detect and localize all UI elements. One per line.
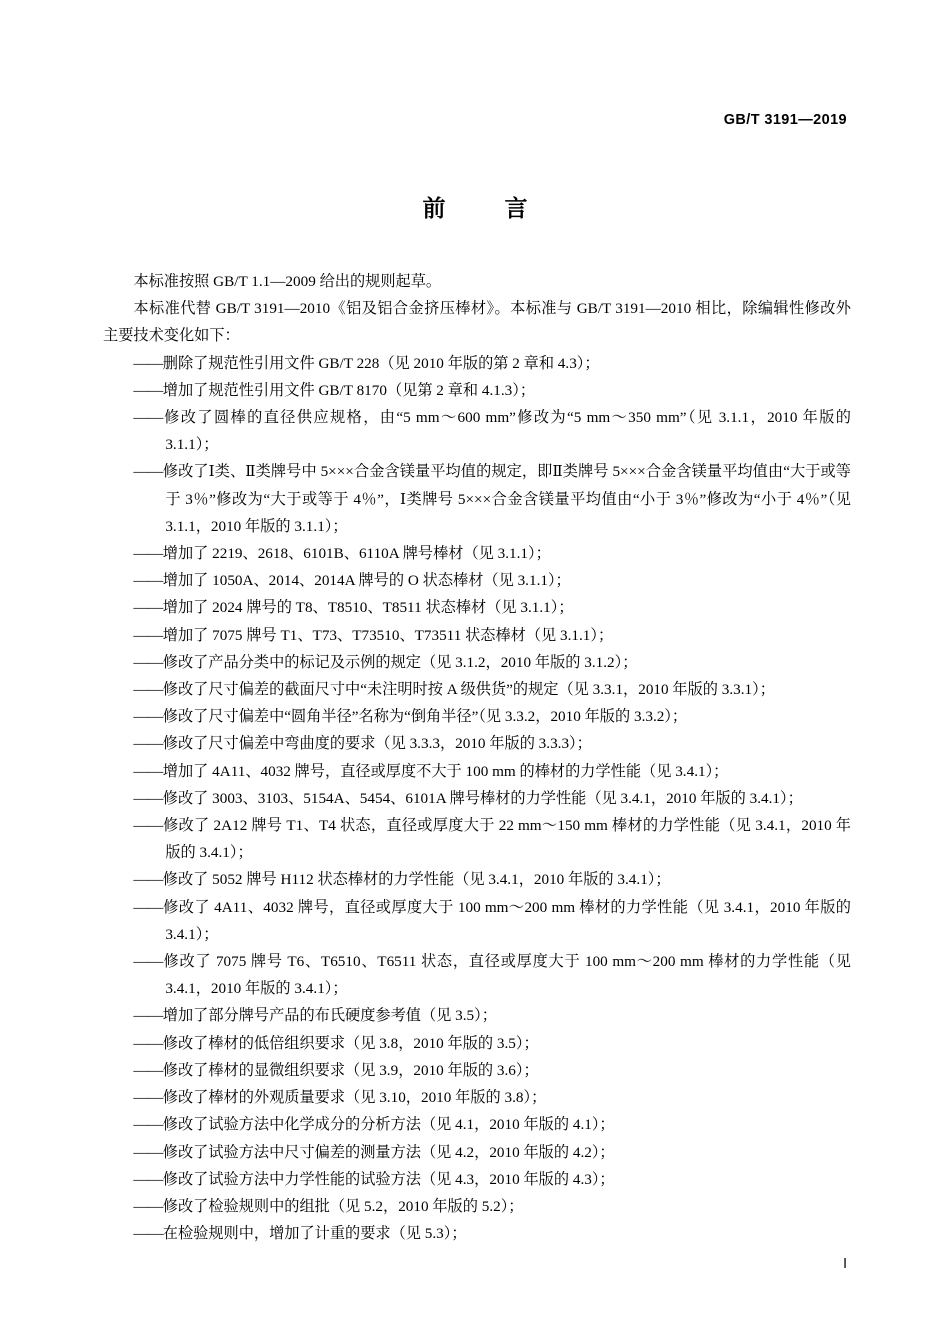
dash-marker: —— bbox=[133, 762, 163, 780]
dash-marker: —— bbox=[133, 817, 163, 835]
change-item-text: 在检验规则中，增加了计重的要求（见 5.3）； bbox=[162, 1225, 467, 1243]
change-item bbox=[103, 730, 851, 757]
change-item-text: 修改了圆棒的直径供应规格，由“5 mm～600 mm”修改为“5 mm～350 mm”（见 3.1.1，2010 年版的 3.1.1）； bbox=[162, 409, 851, 454]
change-item-text: 修改了 4A11、4032 牌号，直径或厚度大于 100 mm～200 mm 棒材的力学性能（见 3.4.1，2010 年版的 3.4.1）； bbox=[162, 898, 851, 943]
change-item bbox=[103, 1166, 851, 1193]
change-item bbox=[103, 894, 851, 948]
dash-marker: —— bbox=[133, 463, 163, 481]
change-item-text: 修改了 5052 牌号 H112 状态棒材的力学性能（见 3.4.1，2010 年版的 3.4.1）； bbox=[162, 871, 671, 889]
change-item bbox=[103, 404, 851, 458]
dash-marker: —— bbox=[133, 1170, 163, 1188]
change-item-text: 修改了试验方法中尺寸偏差的测量方法（见 4.2，2010 年版的 4.2）； bbox=[162, 1143, 615, 1161]
change-item bbox=[103, 350, 851, 377]
dash-marker: —— bbox=[133, 1007, 163, 1025]
change-item-text: 增加了部分牌号产品的布氏硬度参考值（见 3.5）； bbox=[162, 1007, 497, 1025]
dash-marker: —— bbox=[133, 572, 163, 590]
change-item bbox=[103, 377, 851, 404]
dash-marker: —— bbox=[133, 789, 163, 807]
change-item bbox=[103, 812, 851, 866]
change-item-text: 修改了产品分类中的标记及示例的规定（见 3.1.2，2010 年版的 3.1.2）； bbox=[162, 653, 638, 671]
change-item bbox=[103, 567, 851, 594]
change-item-text: 删除了规范性引用文件 GB/T 228（见 2010 年版的第 2 章和 4.3）； bbox=[162, 354, 600, 372]
dash-marker: —— bbox=[133, 354, 163, 372]
change-item bbox=[103, 1057, 851, 1084]
change-item bbox=[103, 1220, 851, 1247]
change-item bbox=[103, 1111, 851, 1138]
change-item bbox=[103, 1002, 851, 1029]
dash-marker: —— bbox=[133, 1143, 163, 1161]
change-item-text: 修改了 7075 牌号 T6、T6510、T6511 状态，直径或厚度大于 100 mm～200 mm 棒材的力学性能（见 3.4.1，2010 年版的 3.4.1）； bbox=[162, 953, 851, 998]
change-item-text: 修改了 2A12 牌号 T1、T4 状态，直径或厚度大于 22 mm～150 mm 棒材的力学性能（见 3.4.1，2010 年版的 3.4.1）； bbox=[162, 817, 851, 862]
dash-marker: —— bbox=[133, 735, 163, 753]
dash-marker: —— bbox=[133, 1225, 163, 1243]
foreword-paragraph: 本标准按照 GB/T 1.1—2009 给出的规则起草。 bbox=[133, 273, 442, 290]
page-number: Ⅰ bbox=[843, 1256, 847, 1271]
dash-marker: —— bbox=[133, 599, 163, 617]
change-item bbox=[103, 758, 851, 785]
dash-marker: —— bbox=[133, 953, 163, 971]
change-item bbox=[103, 948, 851, 1002]
change-item bbox=[103, 785, 851, 812]
dash-marker: —— bbox=[133, 1116, 163, 1134]
change-item-text: 修改了Ⅰ类、Ⅱ类牌号中 5×××合金含镁量平均值的规定，即Ⅱ类牌号 5×××合金含镁量平均值由“大于或等于 3％”修改为“大于或等于 4％”，Ⅰ类牌号 5×××合金含镁量平均值由“小于 3％”修改为“小于 4％”（见 3.1.1，2010 年版的 3.1.1）； bbox=[162, 463, 851, 535]
change-item bbox=[103, 1030, 851, 1057]
change-item-text: 修改了 3003、3103、5154A、5454、6101A 牌号棒材的力学性能（见 3.4.1，2010 年版的 3.4.1）； bbox=[162, 789, 803, 807]
dash-marker: —— bbox=[133, 681, 163, 699]
dash-marker: —— bbox=[133, 708, 163, 726]
change-item-text: 修改了尺寸偏差中“圆角半径”名称为“倒角半径”（见 3.3.2，2010 年版的 3.3.2）； bbox=[162, 708, 688, 726]
change-item-text: 修改了棒材的低倍组织要求（见 3.8，2010 年版的 3.5）； bbox=[162, 1034, 539, 1052]
change-item bbox=[103, 594, 851, 621]
changes-list bbox=[103, 350, 851, 1248]
change-item bbox=[103, 458, 851, 540]
change-item bbox=[103, 649, 851, 676]
change-item-text: 增加了规范性引用文件 GB/T 8170（见第 2 章和 4.1.3）； bbox=[162, 381, 536, 399]
change-item-text: 修改了棒材的外观质量要求（见 3.10，2010 年版的 3.8）； bbox=[162, 1089, 547, 1107]
dash-marker: —— bbox=[133, 1034, 163, 1052]
change-item bbox=[103, 1193, 851, 1220]
change-item-text: 修改了试验方法中化学成分的分析方法（见 4.1，2010 年版的 4.1）； bbox=[162, 1116, 615, 1134]
change-item-text: 修改了尺寸偏差中弯曲度的要求（见 3.3.3，2010 年版的 3.3.3）； bbox=[162, 735, 592, 753]
change-item-text: 增加了 2219、2618、6101B、6110A 牌号棒材（见 3.1.1）； bbox=[162, 545, 551, 563]
page-header-standard-code: GB/T 3191—2019 bbox=[723, 112, 847, 128]
dash-marker: —— bbox=[133, 898, 163, 916]
change-item bbox=[103, 622, 851, 649]
change-item-text: 修改了试验方法中力学性能的试验方法（见 4.3，2010 年版的 4.3）； bbox=[162, 1170, 615, 1188]
dash-marker: —— bbox=[133, 1061, 163, 1079]
change-item bbox=[103, 676, 851, 703]
change-item bbox=[103, 703, 851, 730]
dash-marker: —— bbox=[133, 1089, 163, 1107]
foreword-body bbox=[103, 268, 851, 1247]
change-item-text: 增加了 2024 牌号的 T8、T8510、T8511 状态棒材（见 3.1.1）； bbox=[162, 599, 574, 617]
change-item-text: 增加了 7075 牌号 T1、T73、T73510、T73511 状态棒材（见 3.1.1）； bbox=[162, 626, 614, 644]
change-item-text: 修改了尺寸偏差的截面尺寸中“未注明时按 A 级供货”的规定（见 3.3.1，2010 年版的 3.3.1）； bbox=[162, 681, 775, 699]
dash-marker: —— bbox=[133, 545, 163, 563]
dash-marker: —— bbox=[133, 871, 163, 889]
page-title: 前 言 bbox=[422, 195, 546, 221]
change-item-text: 增加了 4A11、4032 牌号，直径或厚度不大于 100 mm 的棒材的力学性能（见 3.4.1）； bbox=[162, 762, 729, 780]
dash-marker: —— bbox=[133, 626, 163, 644]
change-item-text: 增加了 1050A、2014、2014A 牌号的 O 状态棒材（见 3.1.1）； bbox=[162, 572, 571, 590]
change-item bbox=[103, 1084, 851, 1111]
change-item bbox=[103, 540, 851, 567]
dash-marker: —— bbox=[133, 1197, 163, 1215]
dash-marker: —— bbox=[133, 653, 163, 671]
dash-marker: —— bbox=[133, 381, 163, 399]
dash-marker: —— bbox=[133, 409, 163, 427]
change-item-text: 修改了棒材的显微组织要求（见 3.9，2010 年版的 3.6）； bbox=[162, 1061, 539, 1079]
foreword-paragraph: 本标准代替 GB/T 3191—2010《铝及铝合金挤压棒材》。本标准与 GB/T 3191—2010 相比，除编辑性修改外主要技术变化如下： bbox=[103, 300, 851, 345]
change-item-text: 修改了检验规则中的组批（见 5.2，2010 年版的 5.2）； bbox=[162, 1197, 524, 1215]
change-item bbox=[103, 866, 851, 893]
change-item bbox=[103, 1139, 851, 1166]
